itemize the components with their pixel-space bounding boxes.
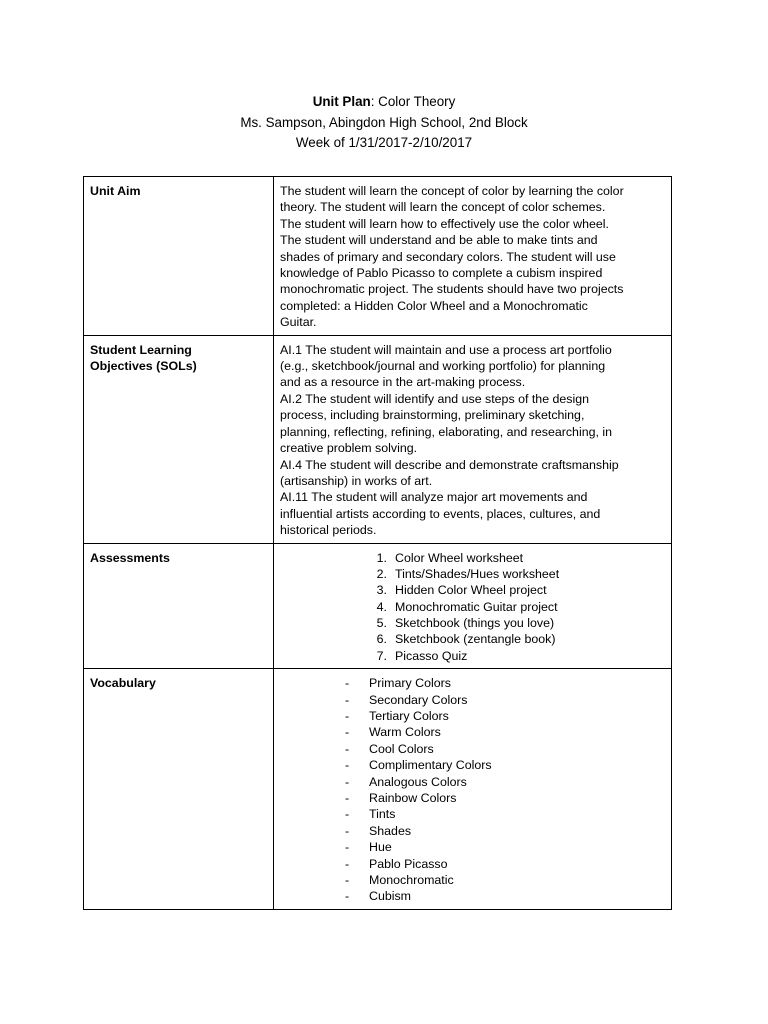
unit-aim-line: theory. The student will learn the concept of color schemes. [280, 200, 606, 215]
list-item [370, 615, 665, 631]
list-item [370, 566, 665, 582]
document-header [0, 92, 768, 154]
vocabulary-term: Rainbow Colors [369, 791, 457, 805]
sols-label-line2: Objectives (SOLs) [90, 359, 197, 374]
vocabulary-term: Pablo Picasso [369, 856, 448, 871]
sols-line: influential artists according to events, places, cultures, and [280, 506, 601, 521]
vocabulary-term: Cool Colors [369, 741, 434, 756]
sols-line: AI.2 The student will identify and use steps of the design [280, 391, 590, 406]
table-row-vocabulary [84, 669, 672, 909]
sols-line: (e.g., sketchbook/journal and working portfolio) for planning [280, 359, 606, 374]
list-item [345, 839, 665, 855]
list-item [345, 823, 665, 839]
list-number: 5. [376, 616, 387, 631]
sols-line: process, including brainstorming, preliminary sketching, [280, 408, 585, 423]
unit-aim-line: monochromatic project. The students should have two projects [280, 282, 624, 297]
dash-bullet: - [345, 872, 350, 887]
dash-bullet: - [345, 774, 350, 789]
list-item [370, 648, 665, 664]
table-row-unit-aim [84, 177, 672, 336]
vocabulary-term: Analogous Colors [369, 774, 467, 789]
list-number: 7. [376, 648, 387, 663]
list-number: 2. [376, 566, 387, 581]
assessment-item-text: Hidden Color Wheel project [395, 583, 547, 598]
list-item [345, 872, 665, 888]
dash-bullet: - [345, 807, 350, 822]
vocabulary-term: Cubism [369, 889, 411, 904]
title-line [0, 92, 768, 113]
unit-aim-label: Unit Aim [84, 177, 274, 336]
dash-bullet: - [345, 791, 350, 805]
list-item [345, 774, 665, 790]
dash-bullet: - [345, 725, 350, 740]
sols-line: AI.1 The student will maintain and use a process art portfolio [280, 342, 612, 357]
sols-line: planning, reflecting, refining, elaborating, and researching, in [280, 424, 613, 439]
dash-bullet: - [345, 840, 350, 855]
list-number: 1. [376, 550, 387, 565]
list-item [345, 790, 665, 806]
list-item [370, 599, 665, 615]
vocabulary-term: Tertiary Colors [369, 709, 449, 724]
dash-bullet: - [345, 889, 350, 904]
assessments-content [274, 543, 672, 669]
vocabulary-term: Tints [369, 807, 396, 822]
week-line: Week of 1/31/2017-2/10/2017 [295, 135, 473, 150]
list-item [345, 708, 665, 724]
list-number: 3. [376, 583, 387, 598]
list-item [345, 692, 665, 708]
sols-label [84, 335, 274, 543]
unit-aim-line: The student will understand and be able to make tints and [280, 233, 598, 248]
assessments-list [280, 550, 665, 665]
dash-bullet: - [345, 692, 350, 707]
unit-aim-line: The student will learn how to effectively use the color wheel. [280, 216, 609, 231]
dash-bullet: - [345, 709, 350, 724]
assessment-item-text: Monochromatic Guitar project [395, 599, 558, 614]
list-number: 6. [376, 632, 387, 647]
unit-aim-text [274, 177, 672, 336]
vocabulary-term: Monochromatic [369, 872, 454, 887]
list-item [370, 631, 665, 647]
list-item [345, 856, 665, 872]
unit-aim-line: knowledge of Pablo Picasso to complete a cubism inspired [280, 266, 603, 281]
unit-aim-line: The student will learn the concept of color by learning the color [280, 184, 624, 198]
assessment-item-text: Sketchbook (zentangle book) [395, 632, 556, 647]
dash-bullet: - [345, 676, 350, 691]
teacher-line: Ms. Sampson, Abingdon High School, 2nd Block [240, 114, 528, 130]
unit-aim-line: Guitar. [280, 315, 317, 330]
assessment-item-text: Sketchbook (things you love) [395, 616, 555, 631]
list-number: 4. [376, 599, 387, 614]
dash-bullet: - [345, 758, 350, 773]
vocabulary-term: Primary Colors [369, 676, 451, 691]
vocabulary-list [280, 675, 665, 904]
vocabulary-term: Warm Colors [369, 725, 441, 740]
list-item [345, 724, 665, 740]
unit-aim-line: shades of primary and secondary colors. The student will use [280, 249, 616, 264]
vocabulary-content [274, 669, 672, 909]
sols-line: (artisanship) in works of art. [280, 473, 433, 488]
list-item [345, 741, 665, 757]
title-bold: Unit Plan [312, 94, 371, 109]
list-item [345, 757, 665, 773]
vocabulary-term: Hue [369, 840, 392, 855]
vocabulary-term: Secondary Colors [369, 692, 468, 707]
assessment-item-text: Picasso Quiz [395, 648, 468, 663]
title-subject: : Color Theory [370, 94, 456, 109]
assessments-label: Assessments [84, 543, 274, 669]
sols-line: historical periods. [280, 523, 377, 538]
list-item [345, 675, 665, 691]
table-row-assessments [84, 543, 672, 669]
list-item [345, 806, 665, 822]
dash-bullet: - [345, 823, 350, 838]
sols-line: and as a resource in the art-making process. [280, 375, 526, 390]
vocabulary-label: Vocabulary [84, 669, 274, 909]
sols-text [274, 335, 672, 543]
table-row-sols [84, 335, 672, 543]
assessment-item-text: Color Wheel worksheet [395, 550, 524, 565]
unit-plan-table [83, 176, 672, 910]
assessment-item-text: Tints/Shades/Hues worksheet [395, 566, 560, 581]
dash-bullet: - [345, 741, 350, 756]
list-item [370, 582, 665, 598]
list-item [345, 888, 665, 904]
vocabulary-term: Shades [369, 823, 412, 838]
sols-line: AI.11 The student will analyze major art movements and [280, 490, 588, 505]
dash-bullet: - [345, 856, 350, 871]
list-item [370, 550, 665, 566]
sols-line: AI.4 The student will describe and demonstrate craftsmanship [280, 457, 619, 472]
vocabulary-term: Complimentary Colors [369, 758, 492, 773]
sols-line: creative problem solving. [280, 441, 418, 456]
sols-label-line1: Student Learning [90, 342, 192, 357]
unit-aim-line: completed: a Hidden Color Wheel and a Monochromatic [280, 298, 588, 313]
